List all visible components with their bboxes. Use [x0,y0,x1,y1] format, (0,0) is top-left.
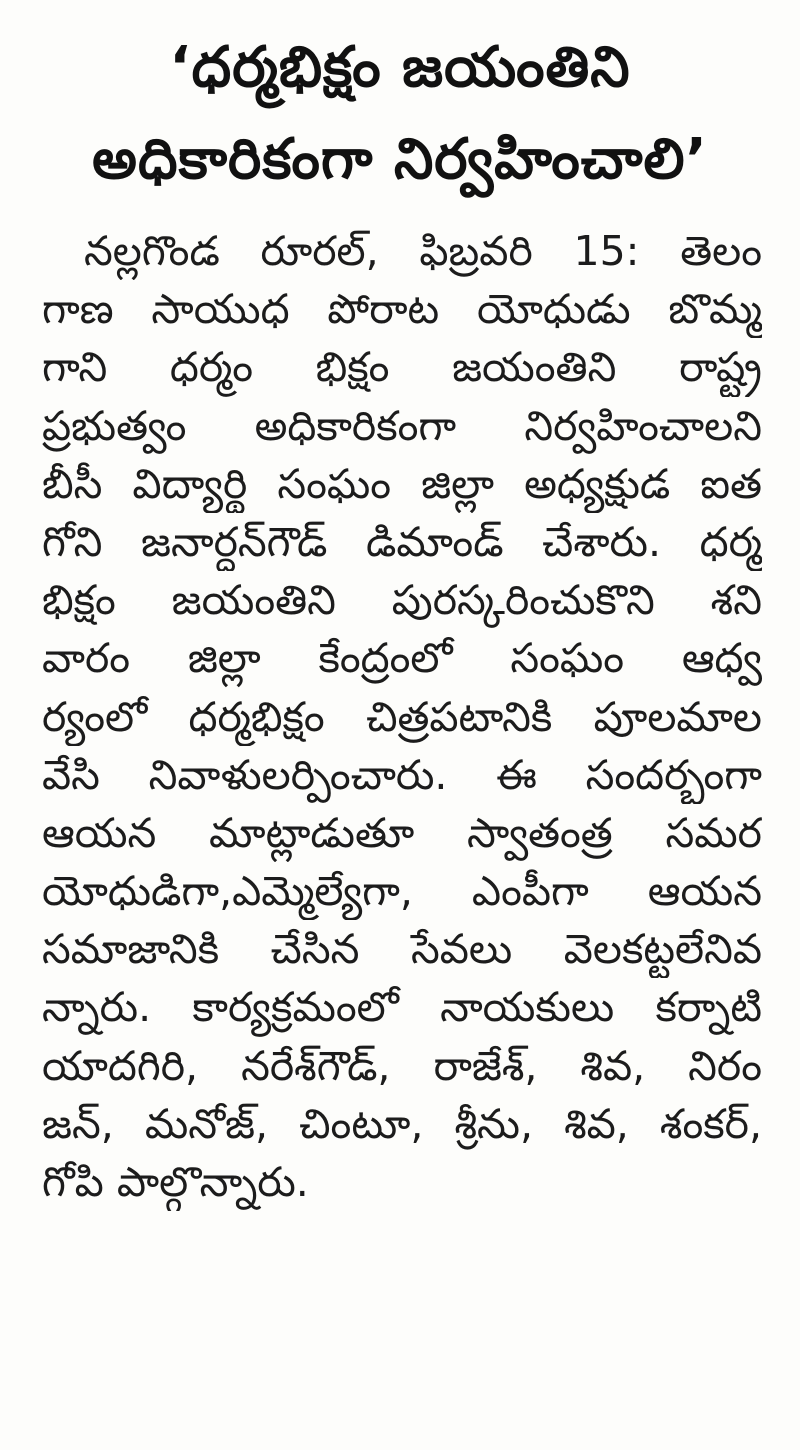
body-line: బీసీ విద్యార్థి సంఘం జిల్లా అధ్యక్షుడ ఐత [42,459,762,508]
body-line: గోపి పాల్గొన్నారు. [42,1158,309,1206]
article-body [42,222,762,1211]
body-line: వారం జిల్లా కేంద్రంలో సంఘం ఆధ్వ [42,634,762,683]
body-line: ఆయన మాట్లాడుతూ స్వాతంత్ర సమర [42,808,762,857]
body-line: జన్‌, మనోజ్‌, చింటూ, శ్రీను, శివ, శంకర్‌, [42,1099,762,1148]
article-headline [20,22,780,206]
body-line: ర్యంలో ధర్మభిక్షం చిత్రపటానికి పూలమాల [42,692,762,741]
body-line: న్నారు. కార్యక్రమంలో నాయకులు కర్నాటి [42,983,762,1032]
headline-line-2: అధికారికంగా నిర్వహించాలి’ [92,127,708,192]
body-line: వేసి నివాళులర్పించారు. ఈ సందర్భంగా [42,750,762,799]
body-line: సమాజానికి చేసిన సేవలు వెలకట్టలేనివ [42,925,762,974]
body-line: యోధుడిగా,ఎమ్మెల్యేగా, ఎంపీగా ఆయన [42,867,762,916]
body-line: గోని జనార్దన్‌గౌడ్‌ డిమాండ్‌ చేశారు. ధర్మ [42,517,762,566]
body-line: యాదగిరి, నరేశ్‌గౌడ్‌, రాజేశ్‌, శివ, నిరం [42,1041,762,1090]
body-line: భిక్షం జయంతిని పురస్కరించుకొని శని [42,576,762,625]
body-line: గాణ సాయుధ పోరాట యోధుడు బొమ్మ [42,285,762,334]
body-line: ప్రభుత్వం అధికారికంగా నిర్వహించాలని [42,401,762,450]
body-line: నల్లగొండ రూరల్‌, ఫిబ్రవరి 15: తెలం [84,227,762,275]
headline-line-1: ‘ధర్మభిక్షం జయంతిని [169,35,631,100]
body-line: గాని ధర్మం భిక్షం జయంతిని రాష్ట్ర [42,343,762,392]
